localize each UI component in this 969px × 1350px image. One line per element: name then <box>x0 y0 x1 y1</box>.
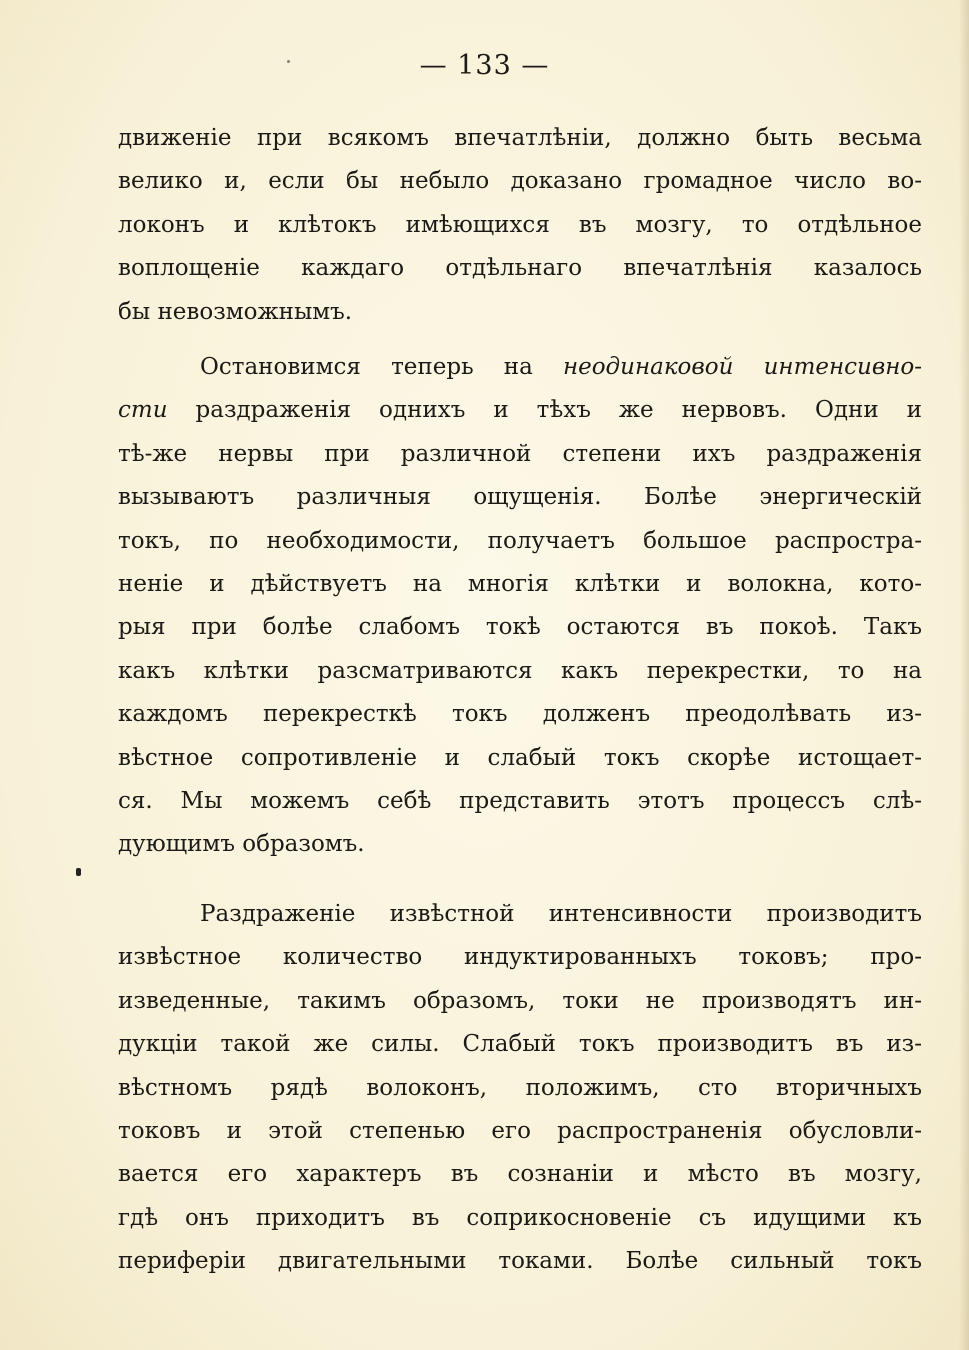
text-line: дующимъ образомъ. <box>118 831 365 858</box>
ink-speck <box>76 868 81 876</box>
text-line: тѣ-же нервы при различной степени ихъ раздраженія <box>118 440 922 467</box>
text-line: токовъ и этой степенью его распространенія обусловли- <box>118 1117 922 1144</box>
text-line: какъ клѣтки разсматриваются какъ перекрестки, то на <box>118 657 922 684</box>
paragraph-2 <box>118 346 922 867</box>
text-segment: раздраженія однихъ и тѣхъ же нервовъ. Одни и <box>167 397 922 424</box>
page-number: — 133 — <box>419 50 550 81</box>
text-line: велико и, если бы небыло доказано громадное число во- <box>118 168 922 195</box>
page-edge-shadow <box>959 0 969 1350</box>
text-line: воплощеніе каждаго отдѣльнаго впечатлѣнія казалось <box>118 255 922 282</box>
text-line: вѣстномъ рядѣ волоконъ, положимъ, сто вторичныхъ <box>118 1074 922 1101</box>
text-line: движеніе при всякомъ впечатлѣніи, должно быть весьма <box>118 125 922 151</box>
italic-emphasis: неодинаковой интенсивно- <box>562 354 922 380</box>
text-line: дукціи такой же силы. Слабый токъ производитъ въ из- <box>118 1031 922 1058</box>
text-line <box>118 346 922 389</box>
text-line: извѣстное количество индуктированныхъ токовъ; про- <box>118 944 922 971</box>
italic-emphasis: сти <box>118 397 168 424</box>
text-line: локонъ и клѣтокъ имѣющихся въ мозгу, то отдѣльное <box>118 211 922 238</box>
text-line: ся. Мы можемъ себѣ представить этотъ процессъ слѣ- <box>118 787 922 814</box>
paragraph-1 <box>118 117 922 334</box>
text-line: рыя при болѣе слабомъ токѣ остаются въ покоѣ. Такъ <box>118 614 922 641</box>
text-line: вѣстное сопротивленіе и слабый токъ скорѣе истощает- <box>118 744 922 771</box>
text-line: каждомъ перекресткѣ токъ долженъ преодолѣвать из- <box>118 701 922 728</box>
text-line: токъ, по необходимости, получаетъ большое распростра- <box>118 527 922 554</box>
text-line <box>118 389 922 432</box>
text-segment: Остановимся теперь на <box>200 354 563 380</box>
text-line: вается его характеръ въ сознаніи и мѣсто въ мозгу, <box>118 1161 922 1188</box>
text-line: периферіи двигательными токами. Болѣе сильный токъ <box>118 1248 922 1275</box>
paragraph-3 <box>118 893 922 1284</box>
text-line: Раздраженіе извѣстной интенсивности производитъ <box>200 901 922 927</box>
text-line: бы невозможнымъ. <box>118 298 353 325</box>
text-line: изведенные, такимъ образомъ, токи не производятъ ин- <box>118 987 922 1014</box>
text-line: вызываютъ различныя ощущенія. Болѣе энергическій <box>118 484 922 511</box>
text-line: гдѣ онъ приходитъ въ соприкосновеніе съ идущими къ <box>118 1204 922 1231</box>
text-line: неніе и дѣйствуетъ на многія клѣтки и волокна, кото- <box>118 570 922 597</box>
